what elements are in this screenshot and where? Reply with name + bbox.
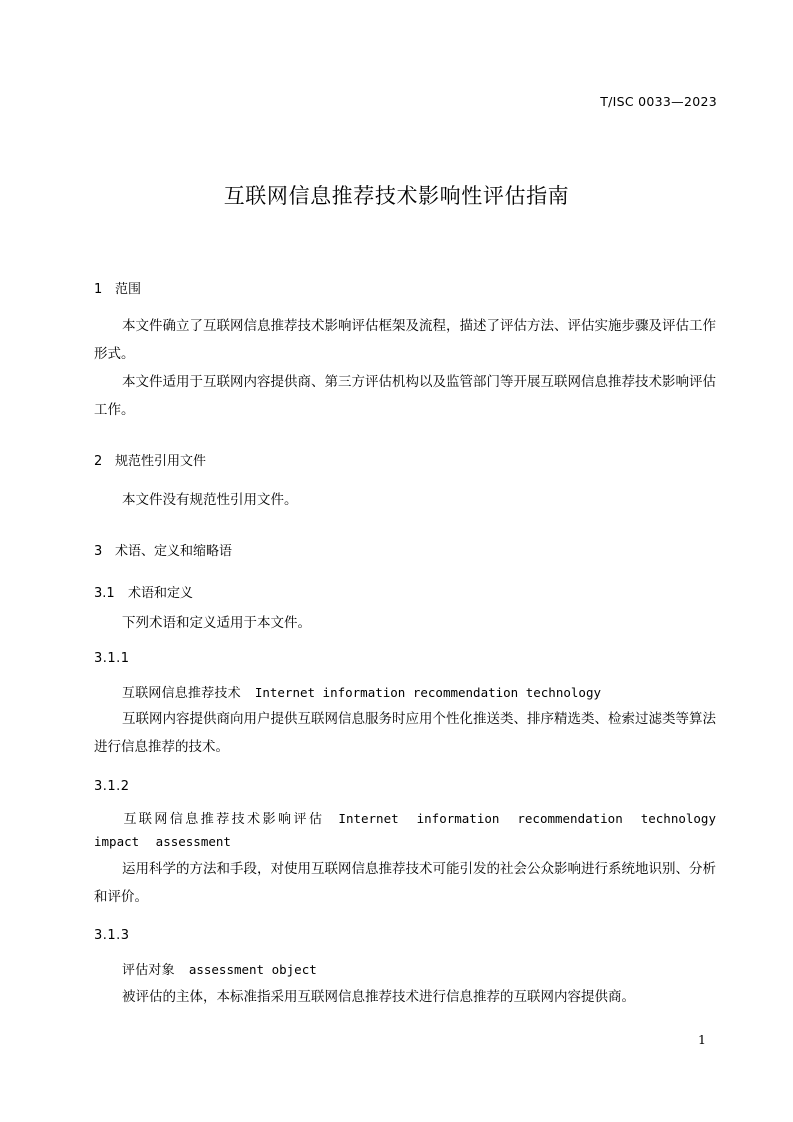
term-definition-3-1-1: 互联网内容提供商向用户提供互联网信息服务时应用个性化推送类、排序精选类、检索过滤类等算法进行信息推荐的技术。	[94, 711, 716, 755]
paragraph-normative-references: 本文件没有规范性引用文件。	[122, 492, 298, 508]
term-english: Internet information recommendation technology impact assessment	[94, 811, 716, 849]
term-definition-3-1-2: 运用科学的方法和手段，对使用互联网信息推荐技术可能引发的社会公众影响进行系统地识别、分析和评价。	[94, 861, 716, 905]
term-english: Internet information recommendation technology	[254, 685, 601, 700]
section-number: 1	[94, 282, 103, 297]
term-number-3-1-3: 3.1.3	[94, 928, 130, 943]
term-chinese: 互联网信息推荐技术影响评估	[122, 812, 325, 827]
section-heading-1	[94, 278, 141, 297]
term-definition-3-1-3: 被评估的主体，本标准指采用互联网信息推荐技术进行信息推荐的互联网内容提供商。	[122, 989, 635, 1005]
document-number: T/ISC 0033—2023	[600, 94, 717, 109]
section-number: 3	[94, 544, 103, 559]
section-title: 术语、定义和缩略语	[115, 544, 233, 559]
subsection-heading-3-1	[94, 582, 193, 601]
term-chinese: 评估对象	[122, 963, 175, 978]
term-entry-3-1-1	[122, 682, 601, 701]
term-english: assessment object	[188, 962, 317, 977]
paragraph-scope-1: 本文件确立了互联网信息推荐技术影响评估框架及流程，描述了评估方法、评估实施步骤及评估工作形式。	[94, 318, 716, 362]
section-heading-2	[94, 450, 206, 469]
subsection-title: 术语和定义	[128, 586, 194, 601]
section-title: 范围	[115, 282, 142, 297]
section-number: 2	[94, 454, 103, 469]
section-title: 规范性引用文件	[115, 454, 207, 469]
term-number-3-1-2: 3.1.2	[94, 779, 130, 794]
term-chinese: 互联网信息推荐技术	[122, 686, 241, 701]
document-title: 互联网信息推荐技术影响性评估指南	[223, 184, 570, 208]
term-entry-3-1-3	[122, 959, 317, 978]
page-number: 1	[698, 1032, 706, 1047]
term-entry-3-1-2	[94, 808, 716, 854]
term-number-3-1-1: 3.1.1	[94, 651, 130, 666]
subsection-number: 3.1	[94, 586, 115, 601]
paragraph-scope-2: 本文件适用于互联网内容提供商、第三方评估机构以及监管部门等开展互联网信息推荐技术影响评估工作。	[94, 374, 716, 418]
paragraph-terms-intro: 下列术语和定义适用于本文件。	[122, 615, 311, 631]
section-heading-3	[94, 540, 232, 559]
